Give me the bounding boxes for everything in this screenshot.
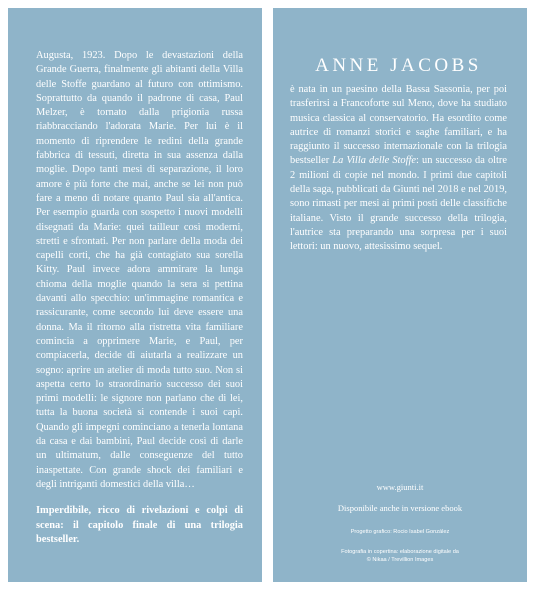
author-bio-start: è nata in un paesino della Bassa Sassonia, per poi trasferirsi a Francoforte sul Meno, dove ha studiato musica classica al conservatorio. Ha esordito come autrice di romanzi storici e saghe familiari, e ha raggiunto il successo internazionale con la trilogia bestseller	[290, 84, 507, 167]
photo-credit	[273, 548, 527, 564]
photo-credit-line-2: © Nikaa / Trevillion Images	[366, 557, 434, 563]
back-flap	[273, 8, 527, 582]
author-bio-end: : un successo da oltre 2 milioni di copie nel mondo. I primi due capitoli della saga, pubblicati da Giunti nel 2018 e nel 2019, sono rimasti per mesi ai primi posti delle classifiche italiane. Visto il grande successo della trilogia, l'autrice sta preparando una sorpresa per i suoi lettori: un nuovo, attesissimo sequel.	[290, 155, 507, 253]
front-flap	[8, 8, 262, 582]
photo-credit-line-1: Fotografia in copertina: elaborazione digitale da	[341, 549, 459, 555]
book-title-reference: La Villa delle Stoffe	[332, 155, 417, 167]
author-bio	[290, 83, 507, 255]
publisher-website[interactable]: www.giunti.it	[376, 482, 424, 492]
ebook-availability-note: Disponibile anche in versione ebook	[337, 503, 463, 513]
design-credit: Progetto grafico: Rocio Isabel González	[350, 529, 450, 535]
synopsis-text: Augusta, 1923. Dopo le devastazioni della Grande Guerra, finalmente gli abitanti della Villa delle Stoffe guardano al futuro con ottimismo. Soprattutto da quando il padrone di casa, Paul Melzer, è tornato dalla prigionia russa riabbracciando l'adorata Marie. Per lui è il momento di riprendere le redini della grande fabbrica di tessuti, diretta in sua assenza dalla moglie. Dopo tanti mesi di separazione, il loro amore è più forte che mai, anche se lei non può fare a meno di notare quanto Paul sia all'antica. Per esempio guarda con sospetto i nuovi modelli disegnati da Marie: quei tailleur così moderni, stretti e sfrontati. Per non parlare della moda dei capelli corti, che ha già contagiato sua sorella Kitty. Paul invece adora ammirare la lunga chioma della moglie quando la sera si pettina davanti allo specchio: un'immagine romantica e rassicurante, come secondo lui deve essere una donna. Ma il ritorno alla ristretta vita familiare comincia a opprimere Marie, e Paul, per compiacerla, decide di aiutarla a realizzare un sogno: aprire un atelier di moda tutto suo. Non si aspetta certo lo straordinario successo dei suoi primi modelli: le signore non parlano che di lei, tutta la buona società si contende i suoi capi. Quando gli impegni cominciano a tenerla lontana da casa e dai bambini, Paul decide così di darle un ultimatum, dalle conseguenze del tutto inaspettate. Con grande shock dei familiari e degli intriganti domestici della villa…	[36, 50, 243, 490]
blurb-text: Imperdibile, ricco di rivelazioni e colpi di scena: il capitolo finale di una trilogia bestseller.	[36, 505, 243, 545]
author-name: ANNE JACOBS	[315, 55, 482, 76]
